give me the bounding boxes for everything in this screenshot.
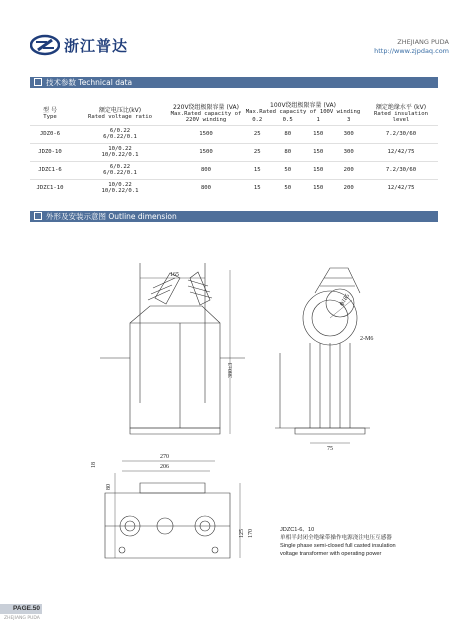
dim-170: 170 [248, 529, 254, 538]
dim-phi185: ф185 [338, 293, 352, 308]
col-3-header: 3 [347, 116, 351, 123]
table-row: JDZ0-6 6/0.22 6/0.22/0.1 1500 25 80 150 300 7.2/30/60 [30, 125, 438, 143]
col-1-header: 1 [316, 116, 320, 123]
footer-company: ZHEJIANG PUDA [4, 616, 40, 621]
page-number: PAGE.50 [0, 604, 42, 614]
col-type-header: 型 号 Type [43, 106, 57, 120]
caption-model: JDZC1-6、10 [280, 527, 315, 533]
dim-125: 125 [239, 529, 245, 538]
dim-270: 270 [160, 454, 169, 460]
table-row: JDZ0-10 10/0.22 10/0.22/0.1 1500 25 80 150 300 12/42/75 [30, 143, 438, 161]
dim-165: 165 [170, 272, 179, 278]
front-view [100, 263, 245, 434]
section-title: 技术参数 Technical data [46, 78, 133, 87]
puda-logo-icon [30, 34, 60, 56]
section-outline-dimension [30, 211, 438, 222]
technical-data-table [30, 100, 438, 197]
caption-en-1: Single phase semi-closed full casted insulation [280, 543, 396, 549]
col-ratio-header: 额定电压比(kV) Rated voltage ratio [88, 106, 152, 120]
company-info [374, 38, 449, 56]
dim-2m6: 2-M6 [360, 336, 374, 342]
col-0-5-header: 0.5 [282, 116, 293, 123]
dim-18: 18 [91, 462, 97, 468]
company-url[interactable]: http://www.zjpdaq.com [374, 47, 449, 55]
col-0-2-header: 0.2 [252, 116, 263, 123]
table-row: JDZC1-10 10/0.22 10/0.22/0.1 800 15 50 150 200 12/42/75 [30, 179, 438, 197]
col-220-header: 220V绕组极限容量 (VA) Max.Rated capacity of 220V winding [170, 103, 242, 123]
side-view [275, 268, 373, 452]
col-100-header: 100V绕组极限容量 (VA) Max.Rated capacity of 100V winding [245, 102, 361, 115]
section-technical-data [30, 77, 438, 88]
dim-80: 80 [106, 484, 112, 490]
dim-380: 380±3 [228, 362, 234, 378]
dim-75: 75 [327, 446, 333, 452]
company-name: ZHEJIANG PUDA [397, 38, 449, 46]
section-title: 外形及安装示意图 Outline dimension [46, 212, 177, 221]
table-row: JDZC1-6 6/0.22 6/0.22/0.1 800 15 50 150 200 7.2/30/60 [30, 161, 438, 179]
caption-cn: 单相半封闭全绝缘带操作电源浇注电压互感器 [280, 535, 392, 541]
caption-en-2: voltage transformer with operating power [280, 551, 382, 557]
drawing-caption [280, 526, 396, 558]
dim-206: 206 [160, 464, 169, 470]
checkbox-square-icon [34, 212, 42, 220]
col-insulation-header: 额定绝缘水平 (kV) Rated insulation level [374, 103, 428, 123]
brand-logo [30, 34, 128, 56]
plan-view [91, 454, 254, 558]
checkbox-square-icon [34, 78, 42, 86]
brand-name: 浙江普达 [64, 36, 129, 55]
